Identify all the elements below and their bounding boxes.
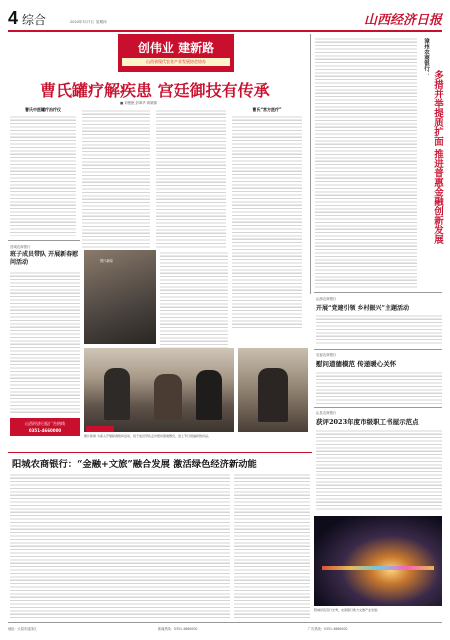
bottom-story-headline: 阳城农商银行：“金融+文旅”融合发展 激活绿色经济新动能 xyxy=(12,459,257,470)
bottom-story-rule xyxy=(8,452,312,453)
banner-title: 创伟业 建新路 xyxy=(137,41,215,55)
story-qinxian-body xyxy=(316,428,442,512)
mid-right-rule-1 xyxy=(314,292,442,293)
bottom-story-body xyxy=(10,472,230,618)
footer-ad-hotline: 广告热线：0351-4660000 xyxy=(308,627,348,631)
masthead xyxy=(8,8,442,30)
lead-column-2 xyxy=(82,108,150,248)
issue-weekday: 星期四 xyxy=(96,20,107,24)
right-feature-kicker: 漳州农商银行： xyxy=(423,38,429,77)
section-name: 综合 xyxy=(22,13,47,27)
story-tunliu-body xyxy=(316,370,442,404)
footer-address: 地址：太原市迎泽区 xyxy=(8,627,37,631)
story-tunliu-headline: 慰问道德模范 传递暖心关怀 xyxy=(316,360,397,368)
story-qinyuan-kicker: 沁源农商银行 xyxy=(316,297,337,301)
center-photo-person-2 xyxy=(154,374,182,420)
story-jincheng-kicker: 晋城农商银行 xyxy=(10,245,31,249)
lead-column-3 xyxy=(156,108,226,248)
mid-right-rule-2 xyxy=(314,349,442,350)
ad-line-1: 山西经济日报广告热线 xyxy=(25,421,65,426)
lead-column-4 xyxy=(232,114,302,330)
night-photo-caption: 阳城县夜景灯光秀，农商银行助力文旅产业发展。 xyxy=(314,608,381,612)
small-tag xyxy=(86,426,114,432)
issue-date: 2024年3月7日 xyxy=(70,20,94,24)
left-bottom-rule xyxy=(8,240,80,241)
footer xyxy=(8,625,442,635)
right-feature-divider xyxy=(310,34,311,294)
page-number: 4 xyxy=(8,8,19,28)
story-qinxian-headline: 获评2023年度市级职工书屋示范点 xyxy=(316,418,419,426)
paper-logo: 山西经济日报 xyxy=(363,13,442,28)
lead-column-1 xyxy=(10,114,76,236)
center-photo-2-person xyxy=(258,368,288,422)
lead-byline: ■ 刘俊艳 彭翠华 黄晓锦 xyxy=(120,101,157,105)
lead-subhead-2: 曹氏“宫方医疗” xyxy=(252,107,282,112)
lead-subhead-1: 曹氏中医罐疗治疗仪 xyxy=(25,107,61,112)
story-tunliu-kicker: 屯留农商银行 xyxy=(316,353,337,357)
footer-news-hotline: 新闻热线：0351-4660000 xyxy=(158,627,198,631)
story-jincheng-headline: 班子成员带队 开展新春慰问活动 xyxy=(10,251,79,266)
night-photo xyxy=(314,516,442,606)
lead-column-5 xyxy=(160,250,228,348)
banner-subtitle: 山西省现代农业产业发展协会协办 xyxy=(122,58,230,66)
night-photo-lights xyxy=(322,566,434,570)
lead-headline: 曹氏罐疗解疾患 宫廷御技有传承 xyxy=(40,81,270,100)
bottom-story-body-2 xyxy=(234,472,310,618)
center-photo-person-3 xyxy=(196,370,222,420)
right-feature-headline: 多措并举提质扩面 推进普惠金融创新发展 xyxy=(432,70,443,245)
center-photo-caption: 图片新闻 为深入开展新春慰问活动，班子成员带队走访慰问困难群众，送上节日祝福和慰问品。 xyxy=(84,434,211,438)
masthead-rule xyxy=(8,30,442,32)
center-photo xyxy=(84,348,234,432)
banner xyxy=(118,34,234,72)
lead-photo-1-caption: 图片新闻 xyxy=(100,259,113,263)
lead-photo-1 xyxy=(84,250,156,344)
center-photo-person-1 xyxy=(104,368,130,420)
story-qinyuan-body xyxy=(316,313,442,345)
ad-line-2: 0351-4660000 xyxy=(28,428,62,433)
footer-rule xyxy=(8,622,442,623)
story-jincheng-body xyxy=(10,270,80,414)
center-photo-2 xyxy=(238,348,308,432)
story-qinxian-kicker: 沁县农商银行 xyxy=(316,411,337,415)
right-feature-body xyxy=(315,36,417,288)
mid-right-rule-3 xyxy=(314,407,442,408)
story-qinyuan-headline: 开展“党建引领 乡村振兴”主题活动 xyxy=(316,305,409,312)
ad-block xyxy=(10,418,80,436)
